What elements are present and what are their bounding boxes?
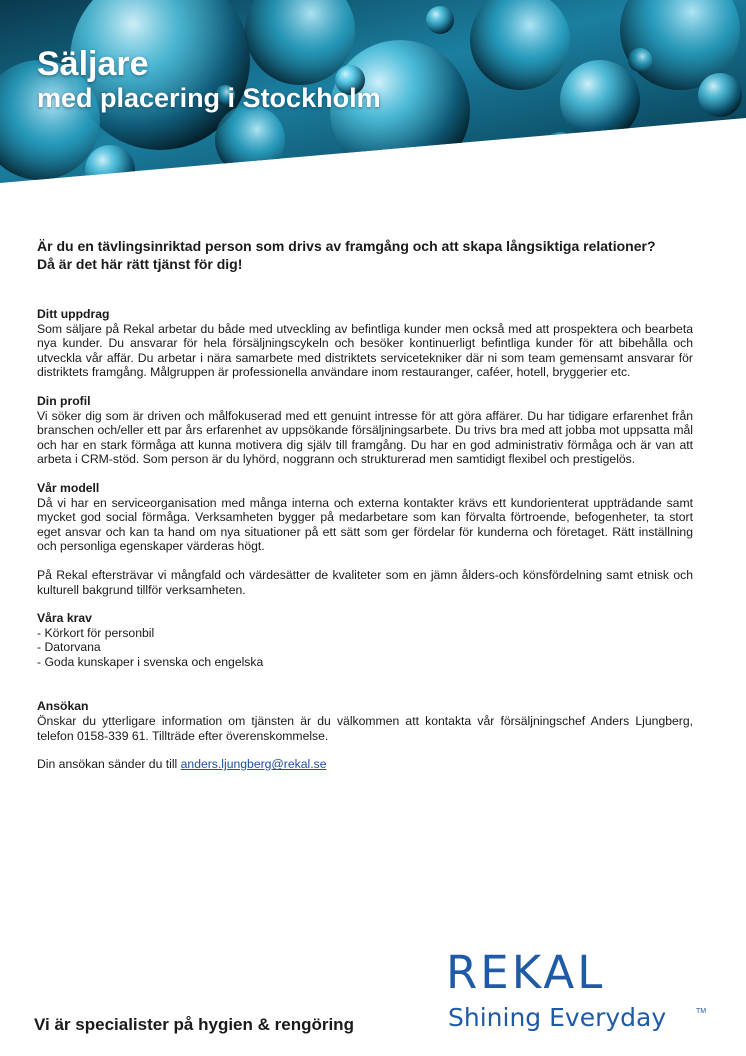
ad-content [37,237,693,786]
email-link[interactable]: anders.ljungberg@rekal.se [180,757,327,772]
section-heading: Ditt uppdrag [37,307,110,321]
rekal-logo [446,948,706,1040]
list-item: - Datorvana [37,640,101,655]
logo-slogan: Shining Everyday [448,1003,667,1032]
section-heading: Vår modell [37,480,100,495]
intro-line-2: Då är det här rätt tjänst för dig! [37,256,243,272]
intro [37,237,693,273]
section-heading: Våra krav [37,611,92,626]
job-title: Säljare [37,45,149,83]
section-heading: Ansökan [37,699,89,714]
logo-brand: REKAL [446,946,606,999]
section-text: Önskar du ytterligare information om tjänsten är du välkommen att kontakta vår försäljningschef Anders Ljungberg, telefon 0158-339 61. Tillträde efter överenskommelse. [37,714,693,743]
section-heading: Din profil [37,393,91,408]
section-ansokan [37,699,693,743]
section-text: Som säljare på Rekal arbetar du både med utveckling av befintliga kunder men också med att prospektera och bearbeta nya kunder. Du ansvarar för hela försäljningscykeln och besöker kontinuerligt befintliga kunder för att bibehålla och utveckla vår affär. Du arbetar i nära samarbete med distriktets servicetekniker där ni som team gemensamt ansvarar för distriktets framgång. Målgruppen är professionella användare inom restauranger, caféer, hotell, bryggerier etc. [37,321,693,380]
section-uppdrag [37,307,693,380]
hero-banner [0,0,746,185]
apply-line [37,757,693,772]
apply-text: Din ansökan sänder du till [37,757,178,772]
section-mangfald [37,568,693,597]
section-text: Vi söker dig som är driven och målfokuserad med ett genuint intresse för att göra affärer. Du har tidigare erfarenhet från branschen och/eller ett par års erfarenhet av uppsökande försäljningsarbete. Du trivs bra med att jobba mot uppsatta mål och har en stark förmåga att kunna motivera dig själv till framgång. Du har en god administrativ förmåga och är van att arbeta i CRM-stöd. Som person är du lyhörd, noggrann och strukturerad men samtidigt flexibel och prestigelös. [37,408,693,467]
section-krav [37,611,693,669]
footer-tagline: Vi är specialister på hygien & rengöring [34,1015,354,1034]
intro-line-1: Är du en tävlingsinriktad person som drivs av framgång och att skapa långsiktiga relationer? [37,238,656,254]
trademark: TM [696,1008,707,1015]
requirements-list [37,626,693,670]
job-location: med placering i Stockholm [37,83,381,113]
list-item: - Goda kunskaper i svenska och engelska [37,654,264,669]
section-text: På Rekal eftersträvar vi mångfald och värdesätter de kvaliteter som en jämn ålders-och könsfördelning samt etnisk och kulturell bakgrund tillför verksamheten. [37,567,693,597]
hero-title [37,46,381,114]
list-item: - Körkort för personbil [37,625,155,640]
section-profil [37,394,693,467]
section-text: Då vi har en serviceorganisation med många interna och externa kontakter krävs ett kundorienterat uppträdande samt mycket god social förmåga. Verksamheten bygger på medarbetare som kan förvalta förtroende, befogenheter, ta stort eget ansvar och kan ta hand om nya situationer på ett sätt som ger fördelar för kunderna och företaget. Rätt inställning och personliga egenskaper värderas högt. [37,495,693,554]
section-modell [37,481,693,554]
